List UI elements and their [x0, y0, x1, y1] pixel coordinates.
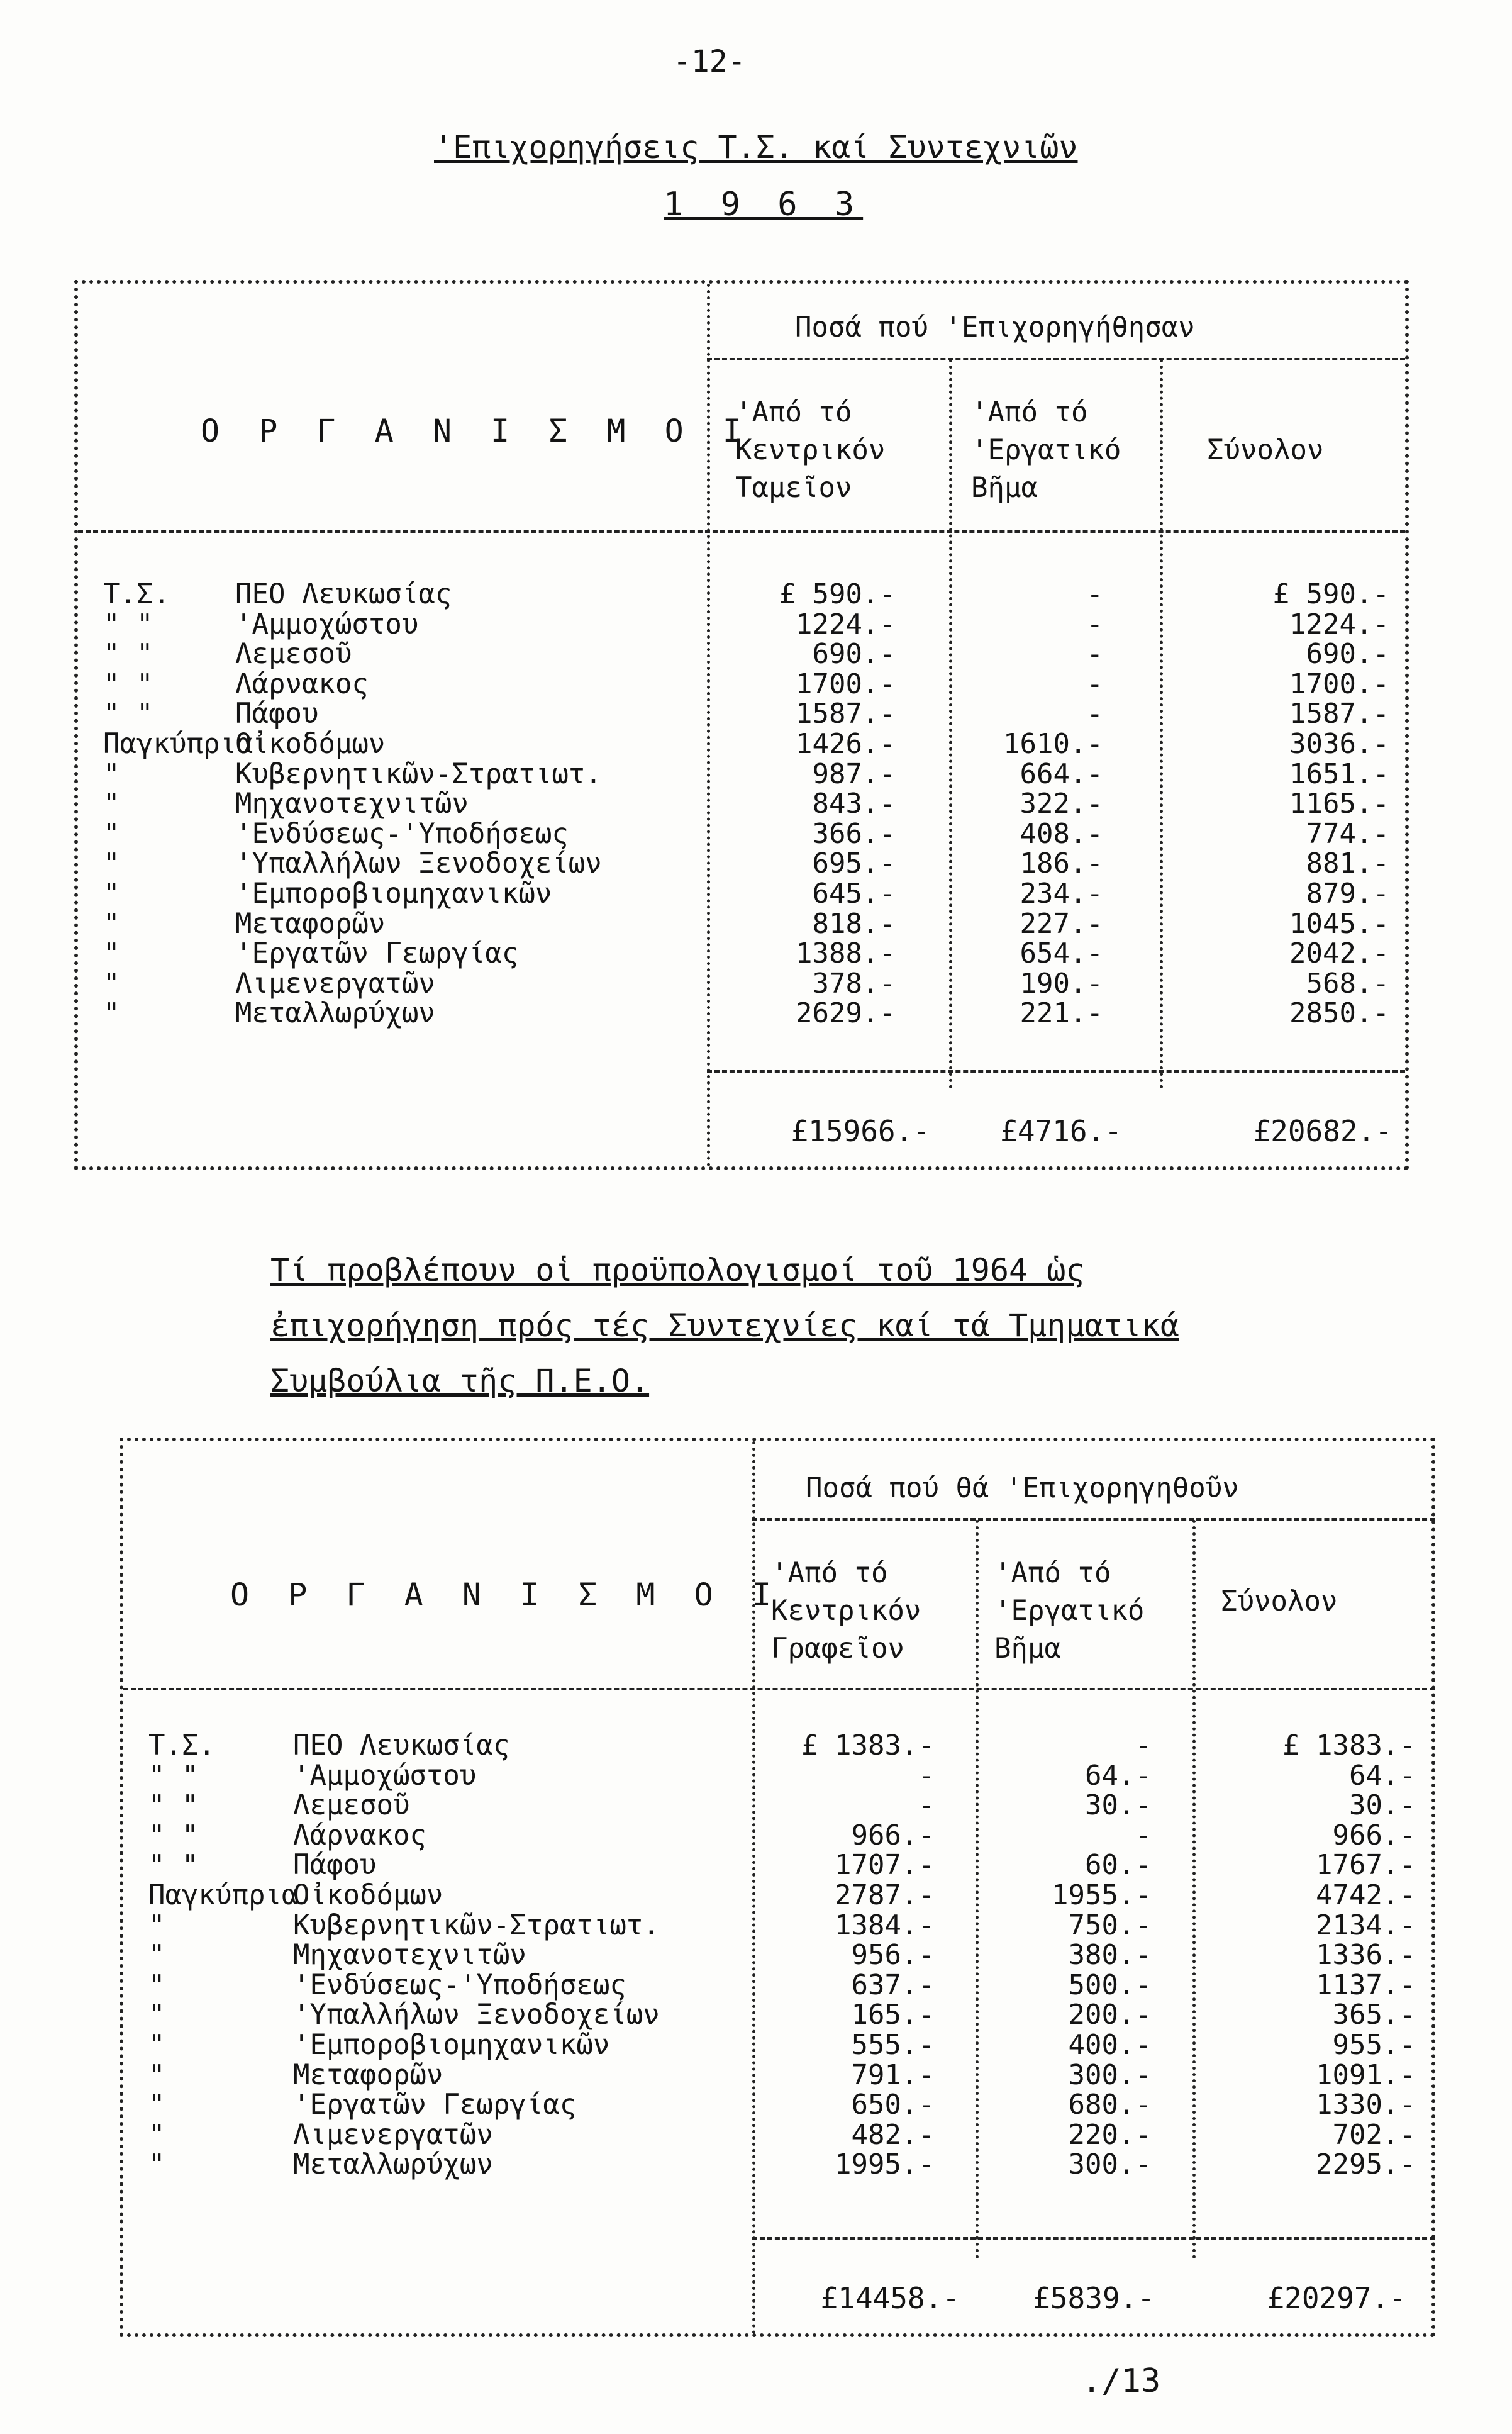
table-row: [103, 909, 1399, 939]
amount-total: 1224.-: [1289, 608, 1389, 640]
row-prefix: ": [148, 2148, 165, 2181]
organisation-name: Μεταφορῶν: [235, 907, 386, 940]
organisation-name: Πάφου: [293, 1849, 377, 1882]
table-row: [103, 699, 1399, 729]
amount-workers-forum: 500.-: [1068, 1968, 1152, 2001]
organisation-name: Λιμενεργατῶν: [235, 967, 435, 1000]
row-prefix: ": [148, 1909, 165, 1941]
row-prefix: ": [148, 2028, 165, 2061]
amount-total: 1137.-: [1316, 1968, 1416, 2001]
amount-central: 2787.-: [835, 1879, 935, 1911]
amount-total: £ 1383.-: [1282, 1729, 1416, 1761]
row-prefix: ": [103, 847, 120, 880]
amount-workers-forum: 300.-: [1068, 2058, 1152, 2091]
amount-central: -: [918, 1789, 935, 1822]
amount-workers-forum: -: [1086, 698, 1103, 730]
amount-central: 818.-: [812, 907, 896, 940]
next-page-marker: ./13: [1082, 2362, 1161, 2400]
row-prefix: " ": [103, 667, 153, 700]
organisations-heading: Ο Ρ Γ Α Ν Ι Σ Μ Ο Ι: [201, 413, 752, 449]
amount-total: 1045.-: [1289, 907, 1389, 940]
amount-workers-forum: 234.-: [1020, 877, 1103, 910]
total-workers-forum: £4716.-: [1000, 1114, 1122, 1148]
budget-1964-heading: Τί προβλέπουν οἱ προϋπολογισμοί τοῦ 1964 ὡς ἐπιχορήγηση πρός τές Συντεχνίες καί τά Τμηματικά Συμβούλια τῆς Π.Ε.Ο.: [270, 1252, 1179, 1399]
organisation-name: 'Εμποροβιομηχανικῶν: [235, 877, 552, 910]
amount-workers-forum: 322.-: [1020, 788, 1103, 820]
table-row: [148, 1880, 1431, 1911]
table-row: [148, 2030, 1431, 2060]
amount-total: 1165.-: [1289, 788, 1389, 820]
table-row: [148, 2090, 1431, 2120]
amount-central: £ 590.-: [779, 578, 896, 610]
amount-central: 690.-: [812, 638, 896, 671]
organisation-name: 'Ενδύσεως-'Υποδήσεως: [293, 1968, 626, 2001]
amount-total: 64.-: [1349, 1759, 1416, 1792]
table-row: [148, 1970, 1431, 2001]
amount-total: 879.-: [1306, 877, 1389, 910]
organisation-name: Μηχανοτεχνιτῶν: [293, 1939, 526, 1972]
amount-total: 2850.-: [1289, 997, 1389, 1030]
row-prefix: ": [103, 877, 120, 910]
row-prefix: " ": [103, 638, 153, 671]
amount-workers-forum: 220.-: [1068, 2118, 1152, 2151]
amount-workers-forum: 200.-: [1068, 1999, 1152, 2031]
organisation-name: Λεμεσοῦ: [235, 638, 352, 671]
table-row: [103, 610, 1399, 640]
amount-central: 1384.-: [835, 1909, 935, 1941]
amount-total: 3036.-: [1289, 727, 1389, 760]
table-row: [103, 969, 1399, 999]
total-central-fund: £15966.-: [791, 1114, 930, 1148]
total-sum: £20297.-: [1267, 2281, 1406, 2315]
amount-workers-forum: 30.-: [1085, 1789, 1152, 1822]
row-prefix: " ": [148, 1819, 199, 1851]
table-row: [103, 939, 1399, 969]
amount-workers-forum: 227.-: [1020, 907, 1103, 940]
table-row: [148, 1761, 1431, 1791]
amount-central: 366.-: [812, 817, 896, 850]
table-row: [103, 729, 1399, 759]
amount-workers-forum: 664.-: [1020, 757, 1103, 790]
amounts-header: Ποσά πού 'Επιχορηγήθησαν: [795, 311, 1195, 343]
amount-total: 1091.-: [1316, 2058, 1416, 2091]
amount-workers-forum: 380.-: [1068, 1939, 1152, 1972]
amount-total: 30.-: [1349, 1789, 1416, 1822]
amount-workers-forum: 64.-: [1085, 1759, 1152, 1792]
amount-total: 1700.-: [1289, 667, 1389, 700]
col-workers-forum-header: 'Από τό 'Εργατικό Βῆμα: [971, 396, 1121, 504]
amount-central: 1700.-: [796, 667, 896, 700]
table-row: [103, 789, 1399, 819]
amount-total: 2042.-: [1289, 937, 1389, 970]
organisation-name: Μεταλλωρύχων: [235, 997, 435, 1030]
row-prefix: ": [148, 2058, 165, 2091]
table-row: [148, 2000, 1431, 2030]
table-row: [148, 2060, 1431, 2091]
amount-central: 1426.-: [796, 727, 896, 760]
table-row: [148, 1731, 1431, 1761]
amount-central: 987.-: [812, 757, 896, 790]
table-1-rows: [103, 579, 1399, 1029]
organisations-heading: Ο Ρ Γ Α Ν Ι Σ Μ Ο Ι: [230, 1577, 781, 1613]
organisation-name: 'Εμποροβιομηχανικῶν: [293, 2028, 610, 2061]
row-prefix: Παγκύπρια: [103, 727, 253, 760]
row-prefix: ": [103, 907, 120, 940]
amount-workers-forum: -: [1086, 608, 1103, 640]
row-prefix: ": [103, 757, 120, 790]
amount-total: 365.-: [1332, 1999, 1416, 2031]
amount-total: 702.-: [1332, 2118, 1416, 2151]
organisation-name: 'Εργατῶν Γεωργίας: [235, 937, 519, 970]
amount-workers-forum: 60.-: [1085, 1849, 1152, 1882]
amount-workers-forum: 300.-: [1068, 2148, 1152, 2181]
amount-workers-forum: 750.-: [1068, 1909, 1152, 1941]
amount-central: £ 1383.-: [801, 1729, 935, 1761]
table-2-rows: [148, 1731, 1431, 2180]
amount-total: 1587.-: [1289, 698, 1389, 730]
amount-central: 378.-: [812, 967, 896, 1000]
col-central-office-header: 'Από τό Κεντρικόν Γραφεῖον: [771, 1557, 921, 1665]
amount-workers-forum: 1955.-: [1052, 1879, 1152, 1911]
organisation-name: Οἰκοδόμων: [293, 1879, 443, 1911]
table-row: [148, 1790, 1431, 1821]
amount-central: 1224.-: [796, 608, 896, 640]
amount-central: 165.-: [851, 1999, 935, 2031]
table-row: [103, 639, 1399, 669]
amount-central: 1707.-: [835, 1849, 935, 1882]
row-prefix: ": [148, 1999, 165, 2031]
amount-workers-forum: 680.-: [1068, 2089, 1152, 2121]
amount-workers-forum: 400.-: [1068, 2028, 1152, 2061]
organisation-name: 'Ενδύσεως-'Υποδήσεως: [235, 817, 569, 850]
amount-central: 637.-: [851, 1968, 935, 2001]
amount-central: 1995.-: [835, 2148, 935, 2181]
organisation-name: Λάρνακος: [235, 667, 369, 700]
organisation-name: Κυβερνητικῶν-Στρατιωτ.: [293, 1909, 660, 1941]
page-title: 'Επιχορηγήσεις Τ.Σ. καί Συντεχνιῶν: [434, 129, 1078, 165]
row-prefix: Τ.Σ.: [148, 1729, 215, 1761]
amount-central: 791.-: [851, 2058, 935, 2091]
row-prefix: " ": [148, 1759, 199, 1792]
amount-total: 881.-: [1306, 847, 1389, 880]
grants-table-1964: [120, 1438, 1435, 2337]
total-central-office: £14458.-: [820, 2281, 960, 2315]
amount-workers-forum: -: [1135, 1819, 1152, 1851]
organisation-name: Κυβερνητικῶν-Στρατιωτ.: [235, 757, 602, 790]
organisation-name: Μηχανοτεχνιτῶν: [235, 788, 469, 820]
total-sum: £20682.-: [1253, 1114, 1392, 1148]
amount-central: 482.-: [851, 2118, 935, 2151]
organisation-name: ΠΕΟ Λευκωσίας: [293, 1729, 510, 1761]
amount-total: 2134.-: [1316, 1909, 1416, 1941]
col-total-header: Σύνολον: [1221, 1585, 1338, 1617]
amount-total: 774.-: [1306, 817, 1389, 850]
amount-total: 690.-: [1306, 638, 1389, 671]
row-prefix: ": [148, 1968, 165, 2001]
table-row: [148, 2120, 1431, 2150]
amount-total: 4742.-: [1316, 1879, 1416, 1911]
row-prefix: " ": [103, 608, 153, 640]
page-year: 1 9 6 3: [664, 186, 864, 223]
page-number: -12-: [673, 44, 746, 79]
row-prefix: ": [103, 817, 120, 850]
amount-total: 955.-: [1332, 2028, 1416, 2061]
amount-central: 2629.-: [796, 997, 896, 1030]
amount-total: 1651.-: [1289, 757, 1389, 790]
amount-central: 1587.-: [796, 698, 896, 730]
row-prefix: Παγκύπρια: [148, 1879, 299, 1911]
col-workers-forum-header: 'Από τό 'Εργατικό Βῆμα: [994, 1557, 1145, 1665]
col-central-fund-header: 'Από τό Κεντρικόν Ταμεῖον: [735, 396, 886, 504]
organisation-name: Μεταλλωρύχων: [293, 2148, 493, 2181]
row-prefix: ": [103, 937, 120, 970]
organisation-name: Λεμεσοῦ: [293, 1789, 410, 1822]
amount-central: 645.-: [812, 877, 896, 910]
table-row: [148, 1911, 1431, 1941]
row-prefix: Τ.Σ.: [103, 578, 170, 610]
table-row: [103, 849, 1399, 879]
amount-workers-forum: 408.-: [1020, 817, 1103, 850]
row-prefix: ": [148, 1939, 165, 1972]
amount-central: 956.-: [851, 1939, 935, 1972]
table-row: [103, 998, 1399, 1029]
amount-total: £ 590.-: [1272, 578, 1389, 610]
amount-workers-forum: 654.-: [1020, 937, 1103, 970]
amount-central: 695.-: [812, 847, 896, 880]
table-row: [148, 1821, 1431, 1851]
table-row: [103, 579, 1399, 610]
organisation-name: 'Υπαλλήλων Ξενοδοχείων: [293, 1999, 660, 2031]
table-row: [148, 2150, 1431, 2180]
row-prefix: ": [103, 788, 120, 820]
amount-total: 1336.-: [1316, 1939, 1416, 1972]
organisation-name: Μεταφορῶν: [293, 2058, 443, 2091]
amount-central: 650.-: [851, 2089, 935, 2121]
amount-workers-forum: 221.-: [1020, 997, 1103, 1030]
row-prefix: ": [148, 2089, 165, 2121]
grants-table-1963: [74, 280, 1409, 1170]
table-row: [103, 819, 1399, 849]
organisation-name: 'Αμμοχώστου: [235, 608, 419, 640]
amount-central: -: [918, 1759, 935, 1792]
row-prefix: " ": [148, 1849, 199, 1882]
amount-total: 2295.-: [1316, 2148, 1416, 2181]
organisation-name: ΠΕΟ Λευκωσίας: [235, 578, 452, 610]
amount-workers-forum: -: [1135, 1729, 1152, 1761]
organisation-name: Λάρνακος: [293, 1819, 426, 1851]
row-prefix: ": [103, 967, 120, 1000]
organisation-name: 'Εργατῶν Γεωργίας: [293, 2089, 577, 2121]
table-row: [103, 879, 1399, 909]
amount-workers-forum: 186.-: [1020, 847, 1103, 880]
organisation-name: Πάφου: [235, 698, 319, 730]
amount-central: 555.-: [851, 2028, 935, 2061]
amount-total: 966.-: [1332, 1819, 1416, 1851]
row-prefix: " ": [148, 1789, 199, 1822]
table-row: [148, 1850, 1431, 1880]
organisation-name: 'Υπαλλήλων Ξενοδοχείων: [235, 847, 602, 880]
col-total-header: Σύνολον: [1207, 434, 1324, 466]
table-row: [103, 759, 1399, 790]
organisation-name: Οἰκοδόμων: [235, 727, 386, 760]
amount-central: 966.-: [851, 1819, 935, 1851]
organisation-name: 'Αμμοχώστου: [293, 1759, 477, 1792]
amount-central: 1388.-: [796, 937, 896, 970]
amount-total: 1767.-: [1316, 1849, 1416, 1882]
amount-workers-forum: -: [1086, 667, 1103, 700]
amount-workers-forum: 1610.-: [1003, 727, 1103, 760]
row-prefix: ": [148, 2118, 165, 2151]
amount-workers-forum: 190.-: [1020, 967, 1103, 1000]
amount-total: 568.-: [1306, 967, 1389, 1000]
amount-central: 843.-: [812, 788, 896, 820]
amount-workers-forum: -: [1086, 638, 1103, 671]
amounts-header: Ποσά πού θά 'Επιχορηγηθοῦν: [806, 1472, 1239, 1504]
amount-total: 1330.-: [1316, 2089, 1416, 2121]
amount-workers-forum: -: [1086, 578, 1103, 610]
row-prefix: ": [103, 997, 120, 1030]
table-row: [103, 669, 1399, 700]
organisation-name: Λιμενεργατῶν: [293, 2118, 493, 2151]
table-row: [148, 1940, 1431, 1970]
total-workers-forum: £5839.-: [1033, 2281, 1155, 2315]
row-prefix: " ": [103, 698, 153, 730]
